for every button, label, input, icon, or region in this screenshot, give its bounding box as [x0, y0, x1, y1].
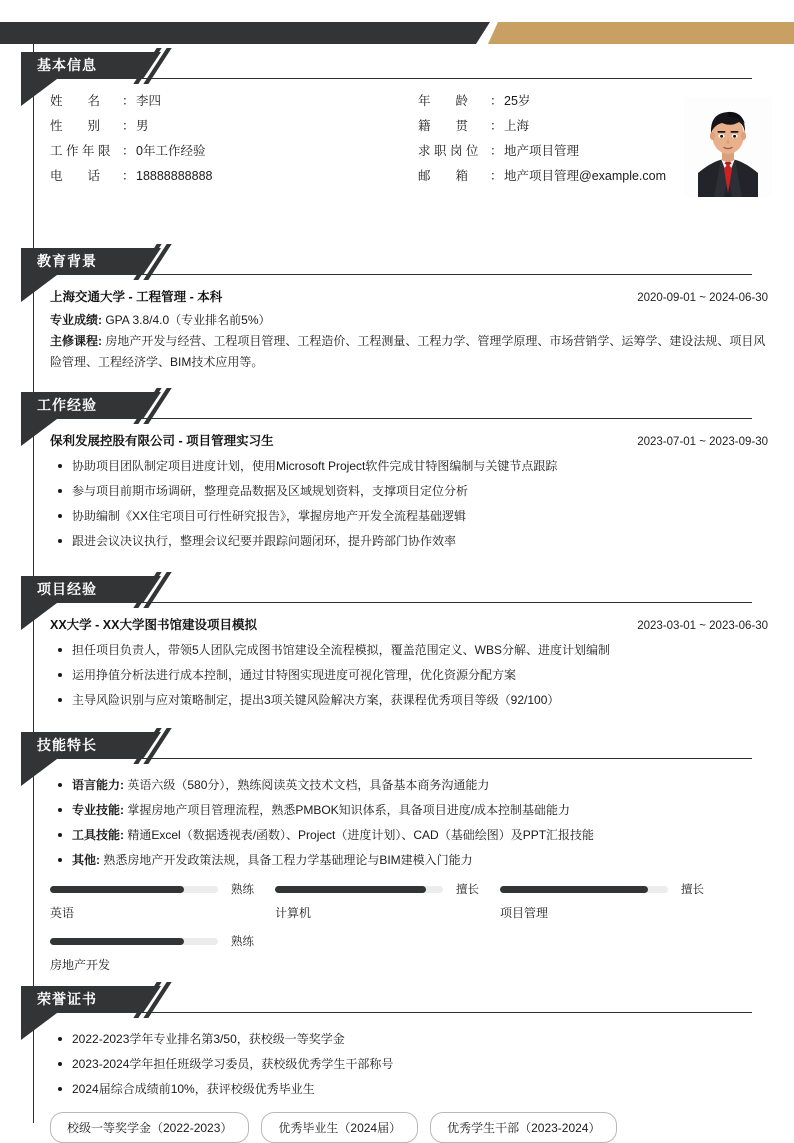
education-title: 上海交通大学 - 工程管理 - 本科 [50, 290, 223, 304]
work-bullet-item: 协助项目团队制定项目进度计划，使用Microsoft Project软件完成甘特图编制与关键节点跟踪 [50, 454, 768, 479]
section-header-skills [21, 732, 773, 759]
honor-tag: 校级一等奖学金（2022-2023） [50, 1112, 249, 1143]
section-title-skills: 技能特长 [37, 737, 97, 753]
skill-bullet-item [50, 823, 768, 848]
skill-bar-level: 擅长 [456, 884, 479, 896]
skill-item-text: 熟悉房地产开发政策法规，具备工程力学基础理论与BIM建模入门能力 [103, 853, 473, 867]
project-entry-header [50, 615, 768, 633]
section-body-work [0, 419, 794, 554]
skill-item-text: 英语六级（580分），熟练阅读英文技术文档，具备基本商务沟通能力 [127, 778, 490, 792]
section-body-basic-info [0, 79, 794, 191]
skill-bar-track [50, 938, 218, 945]
profile-photo-illustration [684, 97, 772, 197]
info-label-email: 邮 箱 [418, 169, 469, 183]
honor-bullet-item: 2024届综合成绩前10%，获评校级优秀毕业生 [50, 1077, 768, 1102]
section-title-honors: 荣誉证书 [37, 991, 97, 1007]
info-label-age: 年 龄 [418, 94, 469, 108]
skill-bar-track [50, 886, 218, 893]
skill-bar-level: 熟练 [231, 936, 254, 948]
work-title: 保利发展控股有限公司 - 项目管理实习生 [50, 434, 274, 448]
skill-bar-english [50, 881, 275, 921]
skills-bullet-list [50, 773, 768, 873]
info-label-gender: 性 别 [50, 119, 101, 133]
section-body-education [0, 275, 794, 373]
info-colon: ： [122, 169, 135, 183]
skill-bar-name: 计算机 [275, 906, 312, 920]
info-colon: ： [122, 119, 135, 133]
skill-bullet-item [50, 798, 768, 823]
info-value-phone: 18888888888 [136, 169, 213, 183]
project-bullet-item: 运用挣值分析法进行成本控制，通过甘特图实现进度可视化管理，优化资源分配方案 [50, 663, 768, 688]
section-rule [139, 1012, 752, 1013]
work-date: 2023-07-01 ~ 2023-09-30 [637, 436, 768, 448]
section-title-education: 教育背景 [37, 253, 97, 269]
skill-item-text: 掌握房地产项目管理流程，熟悉PMBOK知识体系，具备项目进度/成本控制基础能力 [127, 803, 571, 817]
skill-bar-row [50, 881, 275, 897]
section-title-basic-info: 基本信息 [37, 57, 97, 73]
skill-bar-row [50, 933, 275, 949]
education-gpa-value: GPA 3.8/4.0（专业排名前5%） [105, 313, 271, 327]
honor-bullet-item: 2023-2024学年担任班级学习委员，获校级优秀学生干部称号 [50, 1052, 768, 1077]
info-value-target-position: 地产项目管理 [504, 144, 580, 158]
skill-item-label: 工具技能: [72, 828, 124, 842]
section-rule [139, 78, 752, 79]
project-bullet-list [50, 638, 768, 713]
skill-bar-level: 熟练 [231, 884, 254, 896]
info-colon: ： [122, 144, 135, 158]
section-skills [0, 732, 794, 985]
section-project-experience [0, 576, 794, 713]
skill-bullet-item [50, 773, 768, 798]
work-bullet-list [50, 454, 768, 554]
section-basic-info [0, 52, 794, 191]
skill-bar-track [500, 886, 668, 893]
section-header-work [21, 392, 773, 419]
info-label-experience: 工 作 年 限 [50, 144, 111, 158]
section-header-honors [21, 986, 773, 1013]
section-body-honors [0, 1013, 794, 1143]
skill-bar-fill [275, 886, 426, 893]
info-colon: ： [490, 144, 503, 158]
skill-bar-real-estate [50, 933, 275, 973]
work-bullet-item: 跟进会议决议执行，整理会议纪要并跟踪问题闭环，提升跨部门协作效率 [50, 529, 768, 554]
section-title-project: 项目经验 [37, 581, 97, 597]
skill-bar-track [275, 886, 443, 893]
info-value-age: 25岁 [504, 94, 531, 108]
info-row-gender [50, 116, 418, 141]
skill-bar-name: 英语 [50, 906, 75, 920]
skill-bar-group [50, 881, 768, 985]
info-label-phone: 电 话 [50, 169, 101, 183]
education-courses-label: 主修课程: [50, 334, 102, 348]
skill-bullet-item [50, 848, 768, 873]
skill-item-label: 语言能力: [72, 778, 124, 792]
info-value-gender: 男 [136, 119, 149, 133]
section-body-skills [0, 759, 794, 985]
info-label-name: 姓 名 [50, 94, 101, 108]
project-bullet-item: 主导风险识别与应对策略制定，提出3项关键风险解决方案，获课程优秀项目等级（92/100） [50, 688, 768, 713]
work-entry-header [50, 431, 768, 449]
section-work-experience [0, 392, 794, 554]
section-rule [139, 274, 752, 275]
info-value-experience: 0年工作经验 [136, 144, 206, 158]
info-row-name [50, 91, 418, 116]
top-band-dark-segment [0, 22, 490, 44]
skill-item-label: 专业技能: [72, 803, 124, 817]
section-rule [139, 418, 752, 419]
section-rule [139, 602, 752, 603]
project-date: 2023-03-01 ~ 2023-06-30 [637, 620, 768, 632]
skill-bar-name: 房地产开发 [50, 958, 111, 972]
work-bullet-item: 参与项目前期市场调研，整理竞品数据及区域规划资料，支撑项目定位分析 [50, 479, 768, 504]
honor-tag: 优秀学生干部（2023-2024） [430, 1112, 617, 1143]
education-gpa-line [50, 310, 768, 331]
top-band-gold-segment [488, 22, 794, 44]
skill-bar-project-management [500, 881, 725, 921]
info-value-hometown: 上海 [504, 119, 530, 133]
info-label-hometown: 籍 贯 [418, 119, 469, 133]
skill-bar-name: 项目管理 [500, 906, 549, 920]
education-entry-header [50, 287, 768, 305]
education-gpa-label: 专业成绩: [50, 313, 102, 327]
honor-bullet-item: 2022-2023学年专业排名第3/50，获校级一等奖学金 [50, 1027, 768, 1052]
skill-item-label: 其他: [72, 853, 100, 867]
section-body-project [0, 603, 794, 713]
education-date: 2020-09-01 ~ 2024-06-30 [637, 292, 768, 304]
section-title-work: 工作经验 [37, 397, 97, 413]
info-row-phone [50, 166, 418, 191]
honor-tag-group [50, 1112, 768, 1143]
info-colon: ： [490, 169, 503, 183]
info-label-target-position: 求 职 岗 位 [418, 144, 479, 158]
skill-bar-computer [275, 881, 500, 921]
honor-tag: 优秀毕业生（2024届） [261, 1112, 418, 1143]
section-honors [0, 986, 794, 1143]
skill-bar-fill [50, 886, 184, 893]
basic-info-grid [50, 91, 768, 191]
honors-bullet-list [50, 1027, 768, 1102]
top-decorative-band [0, 22, 794, 44]
info-value-name: 李四 [136, 94, 162, 108]
section-education [0, 248, 794, 373]
info-value-email: 地产项目管理@example.com [504, 169, 667, 183]
education-courses-value: 房地产开发与经营、工程项目管理、工程造价、工程测量、工程力学、管理学原理、市场营销学、运筹学、建设法规、项目风险管理、工程经济学、BIM技术应用等。 [50, 334, 766, 369]
project-bullet-item: 担任项目负责人，带领5人团队完成图书馆建设全流程模拟，覆盖范围定义、WBS分解、进度计划编制 [50, 638, 768, 663]
profile-photo [684, 97, 772, 197]
skill-bar-row [275, 881, 500, 897]
work-bullet-item: 协助编制《XX住宅项目可行性研究报告》，掌握房地产开发全流程基础逻辑 [50, 504, 768, 529]
section-header-education [21, 248, 773, 275]
skill-bar-fill [500, 886, 648, 893]
section-header-basic-info [21, 52, 773, 79]
education-courses-line [50, 331, 768, 373]
info-row-experience [50, 141, 418, 166]
section-rule [139, 758, 752, 759]
info-colon: ： [490, 94, 503, 108]
info-colon: ： [122, 94, 135, 108]
info-colon: ： [490, 119, 503, 133]
skill-bar-fill [50, 938, 184, 945]
skill-bar-row [500, 881, 725, 897]
project-title: XX大学 - XX大学图书馆建设项目模拟 [50, 618, 257, 632]
skill-bar-level: 擅长 [681, 884, 704, 896]
section-header-project [21, 576, 773, 603]
skill-item-text: 精通Excel（数据透视表/函数）、Project（进度计划）、CAD（基础绘图）及PPT汇报技能 [127, 828, 595, 842]
